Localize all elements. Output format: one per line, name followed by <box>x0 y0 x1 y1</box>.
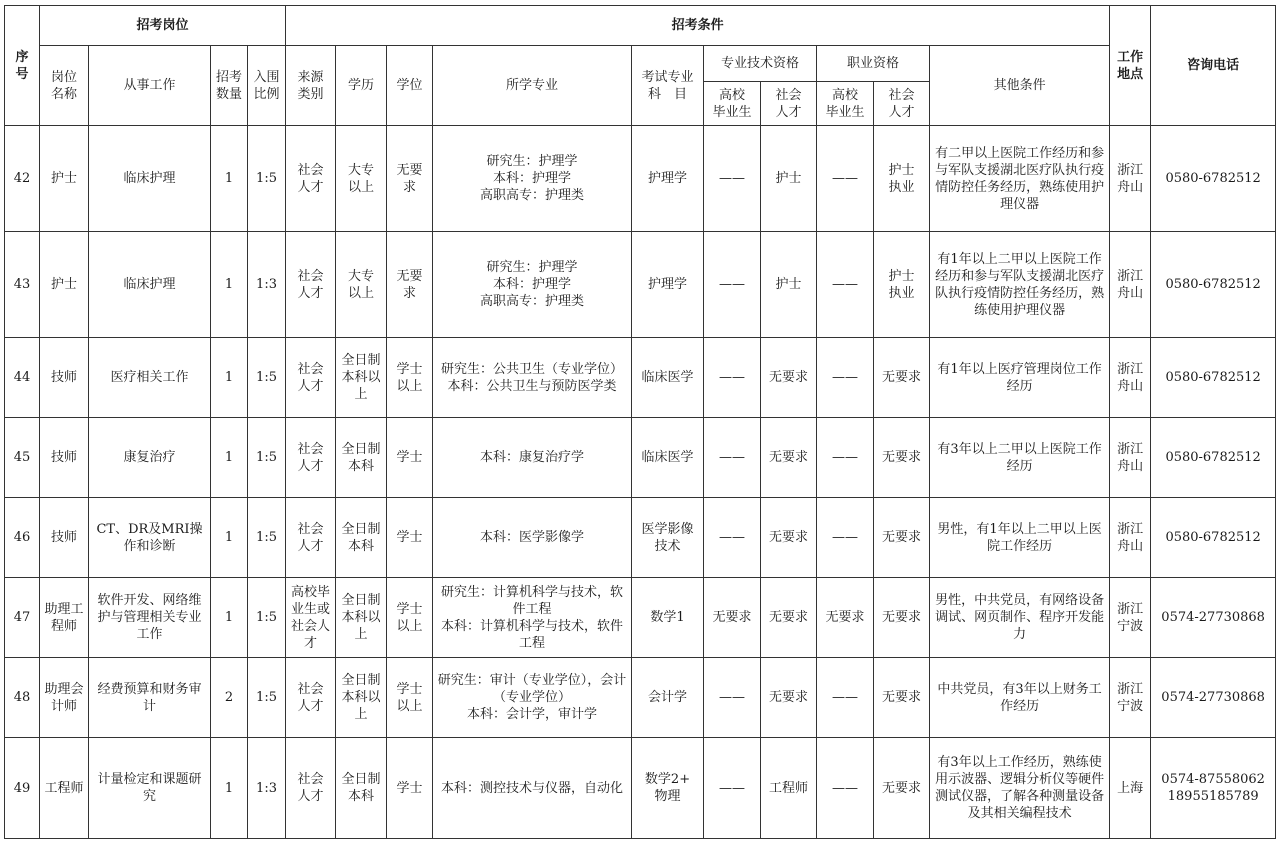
cell-other: 有3年以上二甲以上医院工作经历 <box>930 418 1110 498</box>
cell-seq: 46 <box>5 498 40 578</box>
cell-work: 临床护理 <box>89 232 211 338</box>
header-tech-graduate: 高校 毕业生 <box>704 82 761 126</box>
cell-phone: 0580-6782512 <box>1151 498 1276 578</box>
cell-work: 康复治疗 <box>89 418 211 498</box>
header-exam-subject: 考试专业 科 目 <box>632 46 704 126</box>
cell-exam: 临床医学 <box>632 338 704 418</box>
header-group-position: 招考岗位 <box>40 6 286 46</box>
cell-work: 临床护理 <box>89 126 211 232</box>
cell-other: 有1年以上医疗管理岗位工作经历 <box>930 338 1110 418</box>
cell-seq: 44 <box>5 338 40 418</box>
cell-source: 社会 人才 <box>286 738 336 839</box>
cell-phone: 0574-27730868 <box>1151 578 1276 658</box>
cell-ratio: 1:5 <box>248 658 286 738</box>
cell-seq: 42 <box>5 126 40 232</box>
cell-quota: 1 <box>211 498 248 578</box>
cell-phone: 0580-6782512 <box>1151 232 1276 338</box>
cell-quota: 1 <box>211 126 248 232</box>
recruitment-table <box>4 5 1276 839</box>
cell-ratio: 1:3 <box>248 232 286 338</box>
table-row <box>5 578 1276 658</box>
cell-prof-social: 无要求 <box>874 498 930 578</box>
cell-ratio: 1:5 <box>248 498 286 578</box>
cell-tech-social: 无要求 <box>761 338 817 418</box>
table-row <box>5 658 1276 738</box>
header-degree: 学位 <box>387 46 433 126</box>
cell-education: 全日制 本科 <box>336 498 387 578</box>
cell-exam: 数学2+ 物理 <box>632 738 704 839</box>
cell-degree: 无要 求 <box>387 126 433 232</box>
cell-major: 研究生：审计（专业学位），会计（专业学位） 本科：会计学，审计学 <box>433 658 632 738</box>
cell-phone: 0580-6782512 <box>1151 126 1276 232</box>
cell-location: 浙江 舟山 <box>1110 126 1151 232</box>
cell-degree: 学士 <box>387 738 433 839</box>
cell-post: 护士 <box>40 232 89 338</box>
cell-tech-graduate: —— <box>704 658 761 738</box>
cell-prof-social: 无要求 <box>874 338 930 418</box>
cell-other: 有二甲以上医院工作经历和参与军队支援湖北医疗队执行疫情防控任务经历，熟练使用护理仪器 <box>930 126 1110 232</box>
cell-tech-social: 无要求 <box>761 658 817 738</box>
cell-tech-graduate: 无要求 <box>704 578 761 658</box>
cell-source: 社会 人才 <box>286 232 336 338</box>
cell-prof-graduate: —— <box>817 658 874 738</box>
cell-prof-graduate: —— <box>817 738 874 839</box>
cell-work: 计量检定和课题研究 <box>89 738 211 839</box>
header-prof-qualification: 职业资格 <box>817 46 930 82</box>
cell-tech-graduate: —— <box>704 126 761 232</box>
cell-source: 社会 人才 <box>286 498 336 578</box>
header-other-conditions: 其他条件 <box>930 46 1110 126</box>
cell-post: 助理工 程师 <box>40 578 89 658</box>
cell-other: 男性，中共党员，有网络设备调试、网页制作、程序开发能力 <box>930 578 1110 658</box>
cell-major: 研究生：护理学 本科：护理学 高职高专：护理类 <box>433 232 632 338</box>
cell-exam: 护理学 <box>632 232 704 338</box>
cell-major: 本科：测控技术与仪器，自动化 <box>433 738 632 839</box>
cell-major: 研究生：公共卫生（专业学位） 本科：公共卫生与预防医学类 <box>433 338 632 418</box>
cell-quota: 2 <box>211 658 248 738</box>
cell-degree: 学士 <box>387 498 433 578</box>
cell-quota: 1 <box>211 232 248 338</box>
cell-tech-graduate: —— <box>704 498 761 578</box>
cell-tech-graduate: —— <box>704 232 761 338</box>
cell-prof-graduate: —— <box>817 126 874 232</box>
cell-quota: 1 <box>211 338 248 418</box>
cell-seq: 48 <box>5 658 40 738</box>
header-seq: 序 号 <box>5 6 40 126</box>
cell-education: 全日制 本科以 上 <box>336 658 387 738</box>
cell-seq: 43 <box>5 232 40 338</box>
cell-education: 大专 以上 <box>336 232 387 338</box>
cell-prof-graduate: —— <box>817 418 874 498</box>
cell-exam: 医学影像 技术 <box>632 498 704 578</box>
cell-tech-graduate: —— <box>704 418 761 498</box>
cell-degree: 无要 求 <box>387 232 433 338</box>
cell-exam: 会计学 <box>632 658 704 738</box>
cell-work: 软件开发、网络维护与管理相关专业工作 <box>89 578 211 658</box>
table-row <box>5 232 1276 338</box>
cell-exam: 数学1 <box>632 578 704 658</box>
cell-phone: 0574-87558062 18955185789 <box>1151 738 1276 839</box>
header-prof-social: 社会 人才 <box>874 82 930 126</box>
cell-prof-graduate: —— <box>817 232 874 338</box>
cell-major: 研究生：护理学 本科：护理学 高职高专：护理类 <box>433 126 632 232</box>
cell-work: 经费预算和财务审计 <box>89 658 211 738</box>
header-ratio: 入围 比例 <box>248 46 286 126</box>
cell-seq: 47 <box>5 578 40 658</box>
cell-quota: 1 <box>211 418 248 498</box>
header-tech-qualification: 专业技术资格 <box>704 46 817 82</box>
cell-ratio: 1:3 <box>248 738 286 839</box>
cell-education: 大专 以上 <box>336 126 387 232</box>
header-post-name: 岗位 名称 <box>40 46 89 126</box>
cell-prof-social: 护士 执业 <box>874 232 930 338</box>
cell-tech-social: 无要求 <box>761 578 817 658</box>
cell-other: 有3年以上工作经历，熟练使用示波器、逻辑分析仪等硬件测试仪器，了解各种测量设备及其相关编程技术 <box>930 738 1110 839</box>
cell-other: 中共党员，有3年以上财务工作经历 <box>930 658 1110 738</box>
cell-ratio: 1:5 <box>248 338 286 418</box>
header-source: 来源 类别 <box>286 46 336 126</box>
cell-source: 社会 人才 <box>286 126 336 232</box>
cell-other: 有1年以上二甲以上医院工作经历和参与军队支援湖北医疗队执行疫情防控任务经历，熟练使用护理仪器 <box>930 232 1110 338</box>
cell-prof-social: 护士 执业 <box>874 126 930 232</box>
cell-exam: 临床医学 <box>632 418 704 498</box>
cell-location: 浙江 宁波 <box>1110 578 1151 658</box>
cell-post: 技师 <box>40 418 89 498</box>
cell-ratio: 1:5 <box>248 126 286 232</box>
cell-tech-social: 无要求 <box>761 498 817 578</box>
cell-tech-graduate: —— <box>704 738 761 839</box>
cell-prof-graduate: —— <box>817 498 874 578</box>
cell-source: 社会 人才 <box>286 418 336 498</box>
cell-tech-social: 护士 <box>761 126 817 232</box>
cell-location: 上海 <box>1110 738 1151 839</box>
cell-phone: 0580-6782512 <box>1151 338 1276 418</box>
cell-location: 浙江 舟山 <box>1110 232 1151 338</box>
cell-work: 医疗相关工作 <box>89 338 211 418</box>
cell-source: 社会 人才 <box>286 338 336 418</box>
table-row <box>5 738 1276 839</box>
cell-seq: 49 <box>5 738 40 839</box>
cell-location: 浙江 舟山 <box>1110 418 1151 498</box>
cell-source: 高校毕 业生或 社会人 才 <box>286 578 336 658</box>
table-row <box>5 338 1276 418</box>
cell-prof-graduate: —— <box>817 338 874 418</box>
cell-tech-graduate: —— <box>704 338 761 418</box>
cell-ratio: 1:5 <box>248 578 286 658</box>
cell-tech-social: 无要求 <box>761 418 817 498</box>
header-phone: 咨询电话 <box>1151 6 1276 126</box>
cell-post: 技师 <box>40 338 89 418</box>
cell-source: 社会 人才 <box>286 658 336 738</box>
cell-prof-social: 无要求 <box>874 418 930 498</box>
cell-location: 浙江 舟山 <box>1110 498 1151 578</box>
cell-exam: 护理学 <box>632 126 704 232</box>
cell-post: 助理会 计师 <box>40 658 89 738</box>
header-tech-social: 社会 人才 <box>761 82 817 126</box>
cell-degree: 学士 <box>387 418 433 498</box>
cell-degree: 学士 以上 <box>387 338 433 418</box>
cell-work: CT、DR及MRI操作和诊断 <box>89 498 211 578</box>
table-row <box>5 498 1276 578</box>
cell-degree: 学士 以上 <box>387 658 433 738</box>
header-group-conditions: 招考条件 <box>286 6 1110 46</box>
cell-post: 工程师 <box>40 738 89 839</box>
cell-prof-graduate: 无要求 <box>817 578 874 658</box>
cell-degree: 学士 以上 <box>387 578 433 658</box>
cell-location: 浙江 舟山 <box>1110 338 1151 418</box>
cell-education: 全日制 本科以 上 <box>336 578 387 658</box>
cell-tech-social: 工程师 <box>761 738 817 839</box>
cell-phone: 0574-27730868 <box>1151 658 1276 738</box>
cell-education: 全日制 本科 <box>336 418 387 498</box>
table-row <box>5 126 1276 232</box>
cell-ratio: 1:5 <box>248 418 286 498</box>
header-education: 学历 <box>336 46 387 126</box>
cell-major: 研究生：计算机科学与技术，软件工程 本科：计算机科学与技术，软件工程 <box>433 578 632 658</box>
table-row <box>5 418 1276 498</box>
header-work-content: 从事工作 <box>89 46 211 126</box>
cell-other: 男性，有1年以上二甲以上医院工作经历 <box>930 498 1110 578</box>
header-prof-graduate: 高校 毕业生 <box>817 82 874 126</box>
cell-major: 本科：医学影像学 <box>433 498 632 578</box>
cell-major: 本科：康复治疗学 <box>433 418 632 498</box>
cell-education: 全日制 本科以 上 <box>336 338 387 418</box>
cell-quota: 1 <box>211 578 248 658</box>
cell-phone: 0580-6782512 <box>1151 418 1276 498</box>
cell-location: 浙江 宁波 <box>1110 658 1151 738</box>
cell-prof-social: 无要求 <box>874 738 930 839</box>
cell-quota: 1 <box>211 738 248 839</box>
header-quota: 招考 数量 <box>211 46 248 126</box>
cell-education: 全日制 本科 <box>336 738 387 839</box>
cell-prof-social: 无要求 <box>874 658 930 738</box>
header-location: 工作 地点 <box>1110 6 1151 126</box>
cell-post: 技师 <box>40 498 89 578</box>
cell-seq: 45 <box>5 418 40 498</box>
header-major: 所学专业 <box>433 46 632 126</box>
cell-post: 护士 <box>40 126 89 232</box>
cell-tech-social: 护士 <box>761 232 817 338</box>
cell-prof-social: 无要求 <box>874 578 930 658</box>
